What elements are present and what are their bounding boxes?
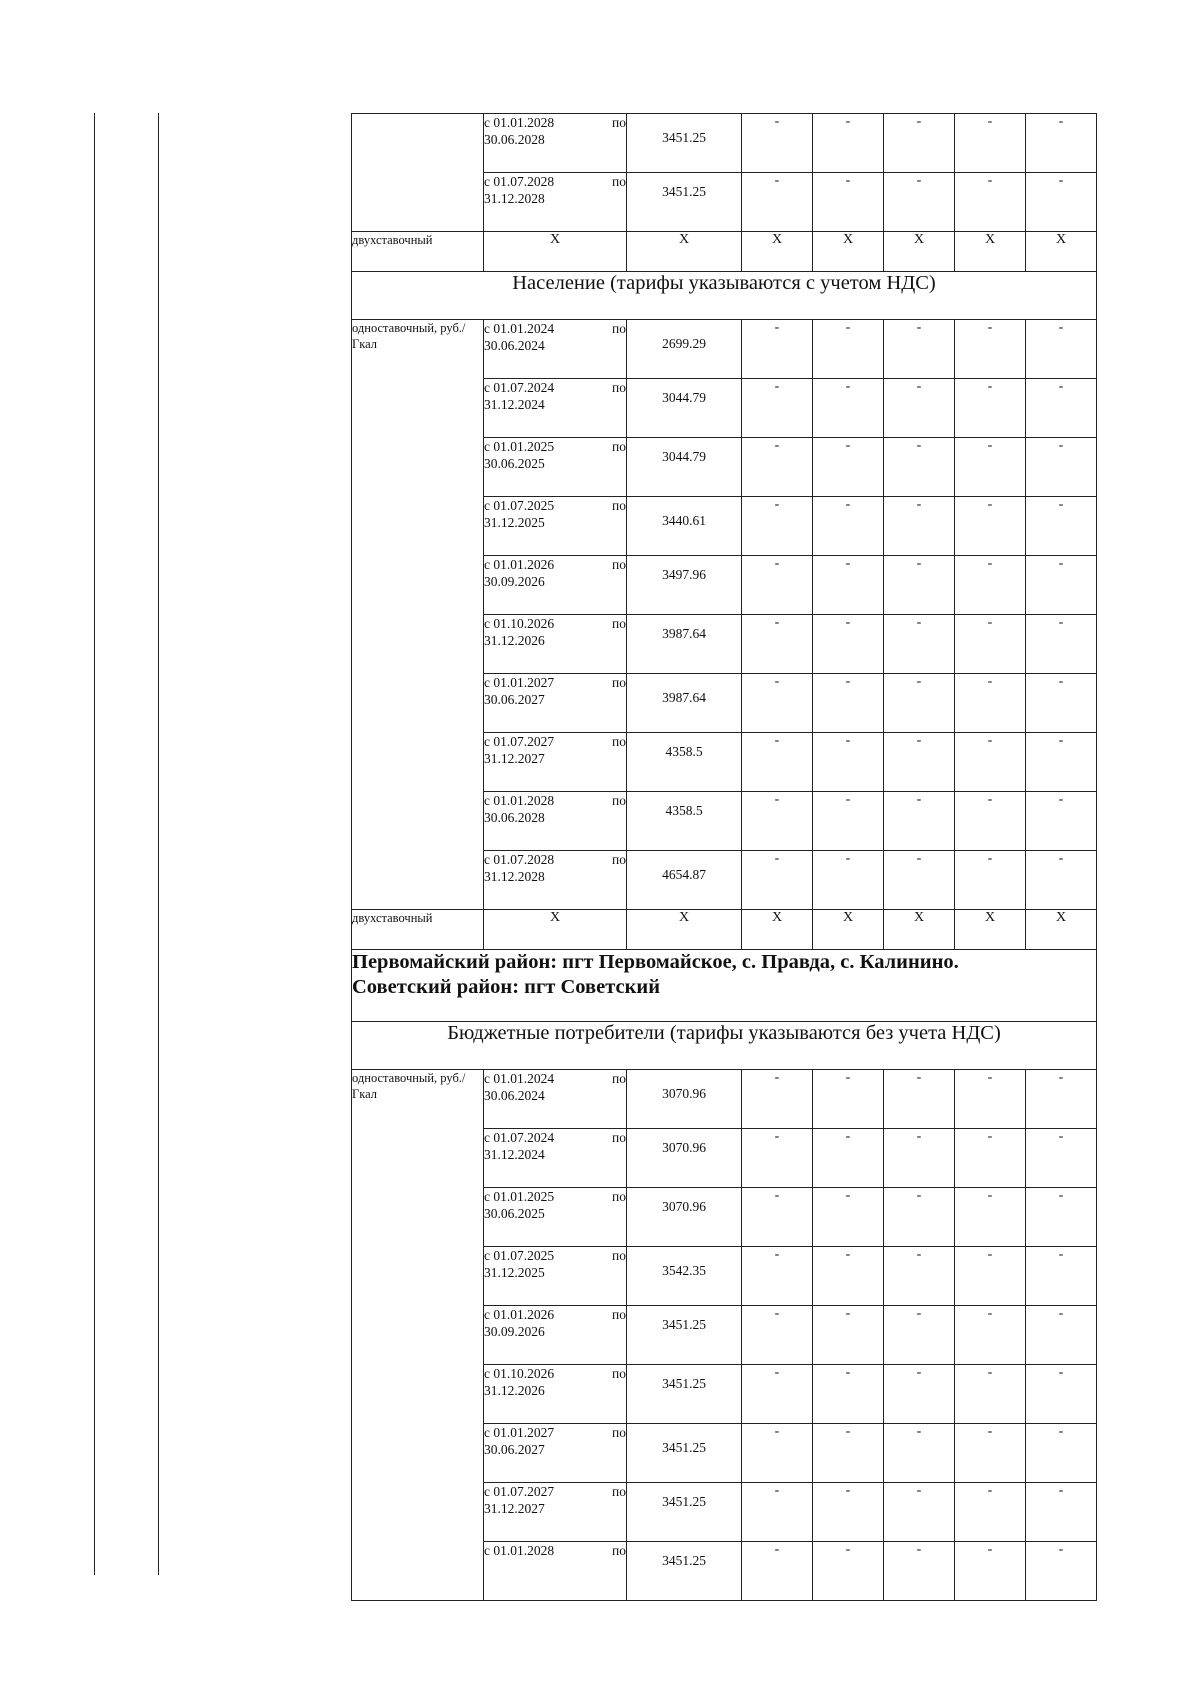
period-cell [484, 497, 627, 556]
period-from: с 01.01.2024 [484, 1071, 555, 1086]
empty-dash-cell: - [884, 438, 955, 497]
period-to-word: по [612, 498, 626, 513]
period-to-word: по [612, 1425, 626, 1440]
period-to-word: по [612, 1543, 626, 1558]
period-to: 31.12.2024 [484, 1147, 545, 1162]
empty-dash-cell: - [1026, 1070, 1097, 1129]
empty-dash-cell: - [813, 1542, 884, 1601]
tariff-value-cell: 3044.79 [627, 379, 742, 438]
empty-dash-cell: - [884, 1070, 955, 1129]
tariff-value-cell: 3451.25 [627, 1424, 742, 1483]
period-line [484, 1129, 626, 1146]
period-cell [484, 851, 627, 910]
tariff-value-cell: 3451.25 [627, 173, 742, 232]
empty-dash-cell: - [742, 674, 813, 733]
period-cell [484, 1188, 627, 1247]
tariff-value-cell: 3497.96 [627, 556, 742, 615]
period-from: с 01.01.2026 [484, 1307, 555, 1322]
empty-dash-cell: - [742, 851, 813, 910]
tariff-value-cell: 4654.87 [627, 851, 742, 910]
period-from: с 01.01.2028 [484, 793, 555, 808]
period-from: с 01.07.2027 [484, 1484, 555, 1499]
empty-dash-cell: - [813, 1188, 884, 1247]
empty-dash-cell: - [884, 114, 955, 173]
period-line [484, 1188, 626, 1205]
tariff-value-cell: 3070.96 [627, 1070, 742, 1129]
empty-dash-cell: - [813, 1424, 884, 1483]
period-cell [484, 674, 627, 733]
period-to: 31.12.2024 [484, 397, 545, 412]
district-row [352, 950, 1097, 1022]
tariff-value-cell: 3451.25 [627, 1365, 742, 1424]
tariff-value-cell: 3440.61 [627, 497, 742, 556]
period-cell [484, 379, 627, 438]
tariff-value-cell: 3451.25 [627, 114, 742, 173]
empty-dash-cell: - [742, 1483, 813, 1542]
empty-dash-cell: - [884, 733, 955, 792]
district-line: Первомайский район: пгт Первомайское, с. Правда, с. Калинино. [352, 951, 959, 973]
tariff-category-cell: одноставочный, руб./Гкал [352, 1070, 484, 1601]
period-to-word: по [612, 1071, 626, 1086]
period-to-word: по [612, 734, 626, 749]
period-to: 30.06.2024 [484, 338, 545, 353]
period-from: с 01.07.2025 [484, 498, 555, 513]
tariff-row [352, 114, 1097, 173]
period-to-word: по [612, 1189, 626, 1204]
period-to-word: по [612, 115, 626, 130]
period-to: 31.12.2026 [484, 633, 545, 648]
period-to: 30.06.2025 [484, 1206, 545, 1221]
empty-dash-cell: - [1026, 497, 1097, 556]
empty-dash-cell: - [813, 497, 884, 556]
period-cell [484, 173, 627, 232]
period-cell [484, 1365, 627, 1424]
section-heading: Население (тарифы указываются с учетом НДС) [352, 272, 1097, 320]
period-to-word: по [612, 793, 626, 808]
period-to: 31.12.2025 [484, 515, 545, 530]
period-from: с 01.01.2026 [484, 557, 555, 572]
not-applicable-cell: Х [1026, 232, 1097, 272]
empty-dash-cell: - [742, 1247, 813, 1306]
two-rate-label: двухставочный [352, 910, 484, 950]
period-to: 31.12.2027 [484, 1501, 545, 1516]
not-applicable-cell: Х [627, 232, 742, 272]
period-to: 30.06.2024 [484, 1088, 545, 1103]
empty-dash-cell: - [884, 1483, 955, 1542]
period-cell [484, 792, 627, 851]
period-to: 31.12.2028 [484, 869, 545, 884]
empty-dash-cell: - [813, 1247, 884, 1306]
period-cell [484, 556, 627, 615]
period-to: 30.09.2026 [484, 1324, 545, 1339]
period-to: 31.12.2025 [484, 1265, 545, 1280]
empty-dash-cell: - [884, 1129, 955, 1188]
empty-dash-cell: - [813, 1365, 884, 1424]
period-to: 30.06.2028 [484, 810, 545, 825]
not-applicable-cell: Х [813, 910, 884, 950]
tariff-value-cell: 3044.79 [627, 438, 742, 497]
empty-dash-cell: - [955, 1070, 1026, 1129]
empty-dash-cell: - [955, 1188, 1026, 1247]
empty-dash-cell: - [884, 1424, 955, 1483]
period-line [484, 1306, 626, 1323]
empty-dash-cell: - [1026, 1483, 1097, 1542]
period-line [484, 1483, 626, 1500]
period-line [484, 1424, 626, 1441]
empty-dash-cell: - [955, 1483, 1026, 1542]
empty-dash-cell: - [1026, 1424, 1097, 1483]
tariff-value-cell: 3451.25 [627, 1483, 742, 1542]
period-from: с 01.01.2028 [484, 115, 555, 130]
tariff-value-cell: 3542.35 [627, 1247, 742, 1306]
period-line [484, 497, 626, 514]
not-applicable-cell: Х [627, 910, 742, 950]
period-from: с 01.01.2024 [484, 321, 555, 336]
not-applicable-cell: Х [955, 232, 1026, 272]
empty-dash-cell: - [1026, 1306, 1097, 1365]
empty-dash-cell: - [1026, 1188, 1097, 1247]
period-to: 30.06.2027 [484, 692, 545, 707]
empty-dash-cell: - [742, 1188, 813, 1247]
empty-dash-cell: - [742, 556, 813, 615]
period-to-word: по [612, 1307, 626, 1322]
empty-dash-cell: - [884, 1247, 955, 1306]
period-to: 30.06.2027 [484, 1442, 545, 1457]
empty-dash-cell: - [884, 792, 955, 851]
empty-dash-cell: - [1026, 1247, 1097, 1306]
empty-dash-cell: - [1026, 792, 1097, 851]
empty-dash-cell: - [742, 320, 813, 379]
empty-dash-cell: - [1026, 733, 1097, 792]
period-to-word: по [612, 1484, 626, 1499]
empty-dash-cell: - [813, 1129, 884, 1188]
empty-dash-cell: - [813, 851, 884, 910]
empty-dash-cell: - [884, 379, 955, 438]
period-to-word: по [612, 1366, 626, 1381]
period-from: с 01.07.2028 [484, 174, 555, 189]
empty-dash-cell: - [813, 379, 884, 438]
empty-dash-cell: - [813, 114, 884, 173]
empty-dash-cell: - [742, 1070, 813, 1129]
empty-dash-cell: - [742, 173, 813, 232]
empty-dash-cell: - [955, 733, 1026, 792]
not-applicable-cell: Х [884, 910, 955, 950]
tariff-table [351, 113, 1097, 1601]
tariff-value-cell: 3451.25 [627, 1542, 742, 1601]
district-heading [352, 950, 1097, 1022]
not-applicable-cell: Х [813, 232, 884, 272]
period-line [484, 438, 626, 455]
tariff-value-cell: 3987.64 [627, 615, 742, 674]
period-to: 30.09.2026 [484, 574, 545, 589]
period-cell [484, 1424, 627, 1483]
two-rate-row [352, 910, 1097, 950]
two-rate-row [352, 232, 1097, 272]
empty-dash-cell: - [955, 1129, 1026, 1188]
not-applicable-cell: Х [742, 232, 813, 272]
period-cell [484, 1247, 627, 1306]
period-line [484, 173, 626, 190]
empty-dash-cell: - [813, 674, 884, 733]
period-cell [484, 320, 627, 379]
empty-dash-cell: - [1026, 320, 1097, 379]
empty-dash-cell: - [742, 497, 813, 556]
period-line [484, 556, 626, 573]
empty-dash-cell: - [742, 1306, 813, 1365]
period-from: с 01.07.2028 [484, 852, 555, 867]
empty-dash-cell: - [742, 1424, 813, 1483]
empty-dash-cell: - [955, 173, 1026, 232]
empty-dash-cell: - [813, 320, 884, 379]
empty-dash-cell: - [884, 173, 955, 232]
period-from: с 01.01.2025 [484, 1189, 555, 1204]
empty-dash-cell: - [955, 438, 1026, 497]
tariff-category-cell: одноставочный, руб./Гкал [352, 320, 484, 910]
period-line [484, 1365, 626, 1382]
tariff-value-cell: 3070.96 [627, 1188, 742, 1247]
empty-dash-cell: - [1026, 114, 1097, 173]
not-applicable-cell: Х [955, 910, 1026, 950]
empty-dash-cell: - [742, 1542, 813, 1601]
empty-dash-cell: - [955, 1247, 1026, 1306]
empty-dash-cell: - [955, 792, 1026, 851]
period-to: 30.06.2025 [484, 456, 545, 471]
empty-dash-cell: - [884, 615, 955, 674]
empty-dash-cell: - [813, 438, 884, 497]
period-cell [484, 615, 627, 674]
tariff-value-cell: 4358.5 [627, 792, 742, 851]
empty-dash-cell: - [813, 1483, 884, 1542]
period-cell [484, 1542, 627, 1601]
period-to-word: по [612, 380, 626, 395]
two-rate-label: двухставочный [352, 232, 484, 272]
tariff-value-cell: 3070.96 [627, 1129, 742, 1188]
period-to-word: по [612, 439, 626, 454]
empty-dash-cell: - [1026, 1365, 1097, 1424]
period-line [484, 851, 626, 868]
period-from: с 01.10.2026 [484, 616, 555, 631]
empty-dash-cell: - [1026, 1542, 1097, 1601]
empty-dash-cell: - [1026, 851, 1097, 910]
period-to-word: по [612, 1130, 626, 1145]
empty-dash-cell: - [884, 497, 955, 556]
tariff-row [352, 320, 1097, 379]
period-to-word: по [612, 852, 626, 867]
period-cell [484, 1306, 627, 1365]
period-from: с 01.01.2025 [484, 439, 555, 454]
empty-dash-cell: - [742, 1129, 813, 1188]
empty-dash-cell: - [742, 438, 813, 497]
empty-dash-cell: - [955, 615, 1026, 674]
empty-dash-cell: - [884, 1365, 955, 1424]
empty-dash-cell: - [813, 733, 884, 792]
period-to-word: по [612, 321, 626, 336]
period-line [484, 1070, 626, 1087]
empty-dash-cell: - [813, 1070, 884, 1129]
empty-dash-cell: - [955, 379, 1026, 438]
empty-dash-cell: - [742, 615, 813, 674]
period-line [484, 733, 626, 750]
tariff-value-cell: 4358.5 [627, 733, 742, 792]
period-line [484, 1247, 626, 1264]
empty-dash-cell: - [955, 851, 1026, 910]
tariff-value-cell: 3987.64 [627, 674, 742, 733]
empty-dash-cell: - [884, 851, 955, 910]
empty-dash-cell: - [813, 1306, 884, 1365]
period-from: с 01.10.2026 [484, 1366, 555, 1381]
empty-dash-cell: - [884, 1306, 955, 1365]
empty-dash-cell: - [955, 114, 1026, 173]
empty-dash-cell: - [955, 1365, 1026, 1424]
period-line [484, 674, 626, 691]
empty-dash-cell: - [1026, 438, 1097, 497]
period-cell [484, 1129, 627, 1188]
not-applicable-cell: Х [742, 910, 813, 950]
empty-dash-cell: - [955, 1542, 1026, 1601]
empty-dash-cell: - [742, 379, 813, 438]
empty-dash-cell: - [1026, 1129, 1097, 1188]
period-to-word: по [612, 174, 626, 189]
tariff-value-cell: 3451.25 [627, 1306, 742, 1365]
period-line [484, 114, 626, 131]
empty-dash-cell: - [884, 556, 955, 615]
empty-dash-cell: - [813, 792, 884, 851]
period-to-word: по [612, 675, 626, 690]
empty-dash-cell: - [955, 1306, 1026, 1365]
period-line [484, 615, 626, 632]
period-cell [484, 733, 627, 792]
empty-dash-cell: - [813, 615, 884, 674]
period-line [484, 379, 626, 396]
period-line [484, 1542, 626, 1559]
empty-dash-cell: - [884, 1542, 955, 1601]
empty-dash-cell: - [742, 114, 813, 173]
period-to-word: по [612, 1248, 626, 1263]
empty-dash-cell: - [955, 556, 1026, 615]
period-from: с 01.01.2027 [484, 675, 555, 690]
empty-dash-cell: - [813, 556, 884, 615]
empty-dash-cell: - [1026, 556, 1097, 615]
not-applicable-cell: Х [484, 910, 627, 950]
period-line [484, 792, 626, 809]
period-from: с 01.07.2027 [484, 734, 555, 749]
period-to: 31.12.2026 [484, 1383, 545, 1398]
section-heading: Бюджетные потребители (тарифы указываются без учета НДС) [352, 1022, 1097, 1070]
left-margin-line-2 [158, 113, 159, 1575]
empty-dash-cell: - [1026, 615, 1097, 674]
period-to: 31.12.2027 [484, 751, 545, 766]
period-cell [484, 438, 627, 497]
period-cell [484, 1070, 627, 1129]
not-applicable-cell: Х [484, 232, 627, 272]
empty-dash-cell: - [1026, 674, 1097, 733]
tariff-row [352, 1070, 1097, 1129]
not-applicable-cell: Х [884, 232, 955, 272]
empty-dash-cell: - [955, 674, 1026, 733]
period-from: с 01.07.2024 [484, 380, 555, 395]
period-from: с 01.07.2024 [484, 1130, 555, 1145]
left-margin-line-1 [94, 113, 95, 1575]
empty-dash-cell: - [813, 173, 884, 232]
empty-dash-cell: - [884, 320, 955, 379]
empty-dash-cell: - [742, 792, 813, 851]
period-from: с 01.01.2028 [484, 1543, 555, 1558]
empty-dash-cell: - [742, 733, 813, 792]
period-from: с 01.01.2027 [484, 1425, 555, 1440]
period-to-word: по [612, 616, 626, 631]
period-to-word: по [612, 557, 626, 572]
empty-dash-cell: - [1026, 173, 1097, 232]
empty-dash-cell: - [742, 1365, 813, 1424]
empty-dash-cell: - [884, 1188, 955, 1247]
period-to: 31.12.2028 [484, 191, 545, 206]
not-applicable-cell: Х [1026, 910, 1097, 950]
period-cell [484, 1483, 627, 1542]
section-row [352, 1022, 1097, 1070]
empty-dash-cell: - [884, 674, 955, 733]
district-line: Советский район: пгт Советский [352, 976, 661, 998]
period-line [484, 320, 626, 337]
period-to: 30.06.2028 [484, 132, 545, 147]
tariff-category-cell [352, 114, 484, 232]
period-from: с 01.07.2025 [484, 1248, 555, 1263]
empty-dash-cell: - [955, 320, 1026, 379]
section-row [352, 272, 1097, 320]
empty-dash-cell: - [955, 1424, 1026, 1483]
empty-dash-cell: - [955, 497, 1026, 556]
period-cell [484, 114, 627, 173]
tariff-value-cell: 2699.29 [627, 320, 742, 379]
empty-dash-cell: - [1026, 379, 1097, 438]
